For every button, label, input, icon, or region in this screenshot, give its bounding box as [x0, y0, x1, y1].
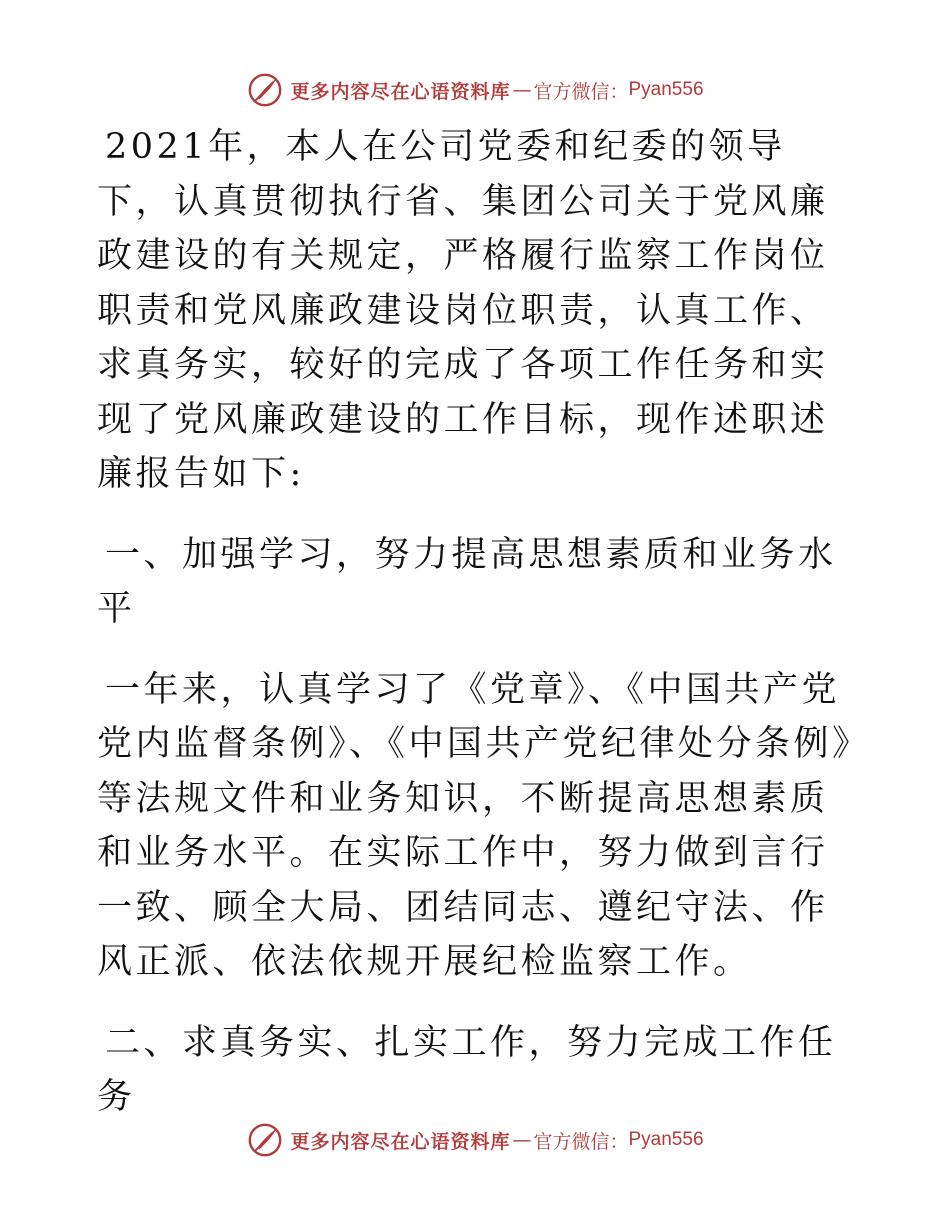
spacer — [97, 502, 857, 528]
watermark-text: 更多内容尽在心语资料库 — [290, 80, 511, 103]
watermark-separator: — — [512, 79, 532, 101]
watermark-wechat-label: 官方微信： — [533, 1130, 629, 1153]
intro-paragraph: 2021年，本人在公司党委和纪委的领导下，认真贯彻执行省、集团公司关于党风廉政建设的有关规定，严格履行监察工作岗位职责和党风廉政建设岗位职责，认真工作、求真务实，较好的完成了各项工作任务和实现了党风廉政建设的工作目标，现作述职述廉报告如下: — [97, 127, 829, 494]
quill-logo-icon — [246, 1121, 284, 1159]
footer-watermark — [0, 1118, 950, 1162]
watermark-separator: — — [512, 1129, 532, 1151]
spacer — [97, 637, 857, 663]
document-body — [97, 120, 857, 1125]
quill-logo-icon — [246, 71, 284, 109]
watermark-wechat-id: Pyan556 — [628, 79, 704, 100]
header-watermark — [0, 68, 950, 112]
section-1-paragraph: 一年来，认真学习了《党章》、《中国共产党党内监督条例》、《中国共产党纪律处分条例》等法规文件和业务知识，不断提高思想素质和业务水平。在实际工作中，努力做到言行一致、顾全大局、团结同志、遵纪守法、作风正派、依法依规开展纪检监察工作。 — [97, 669, 854, 982]
section-heading-1: 一、加强学习，努力提高思想素质和业务水平 — [97, 534, 837, 629]
watermark-wechat-label: 官方微信： — [533, 80, 629, 103]
spacer — [97, 990, 857, 1016]
watermark-wechat-id: Pyan556 — [628, 1129, 704, 1150]
watermark-text: 更多内容尽在心语资料库 — [290, 1130, 511, 1153]
section-heading-2: 二、求真务实、扎实工作，努力完成工作任务 — [97, 1022, 837, 1117]
